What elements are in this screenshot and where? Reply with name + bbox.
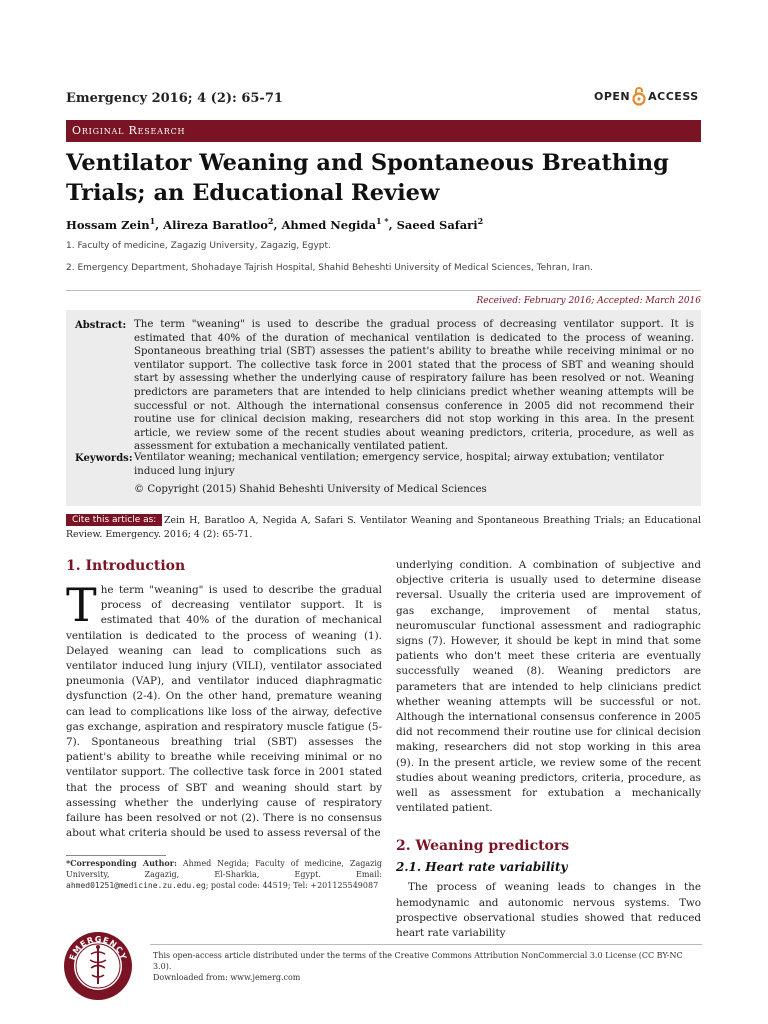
abstract-label: Abstract: xyxy=(75,320,127,331)
author-name: Hossam Zein xyxy=(66,217,150,232)
author-sup: 1 xyxy=(149,216,156,226)
footnote-text: Ahmed Negida; Faculty of medicine, Zagazig University, Zagazig, El-Sharkia, Egypt. Email: xyxy=(66,859,382,879)
seal-text: EMERGENCY xyxy=(67,934,129,962)
author-name: Ahmed Negida xyxy=(281,217,377,232)
author-list: Hossam Zein$^1$, Alireza Baratloo$^2$, Ahmed Negida$^{1 *}$, Saeed Safari$^2$ xyxy=(66,216,484,232)
copyright: © Copyright (2015) Shahid Beheshti University of Medical Sciences xyxy=(134,484,487,495)
author-sup: 2 xyxy=(477,216,484,226)
license xyxy=(153,950,703,983)
open-access-icon xyxy=(632,86,646,106)
hr-paragraph: The process of weaning leads to changes in the hemodynamic and autonomic nervous systems. Two prospective observational studies showed that reduced heart rate variability xyxy=(396,881,701,940)
footnote-divider xyxy=(66,855,166,856)
license-divider xyxy=(150,944,702,945)
open-access-left: OPEN xyxy=(594,89,631,103)
keywords-label: Keywords: xyxy=(75,453,133,464)
drop-cap: T xyxy=(66,578,97,632)
received-dates: Received: February 2016; Accepted: March 2016 xyxy=(476,296,701,306)
seal-icon xyxy=(62,930,134,1002)
open-access-logo xyxy=(594,86,699,106)
left-column xyxy=(66,558,382,841)
abstract-text: The term "weaning" is used to describe the gradual process of decreasing ventilator support. It is estimated that 40% of the duration of mechanical ventilation is dedicated to the process of weaning. Spontaneous breathing trial (SBT) assesses the patient's ability to breathe while receiving minimal or no ventilator support. The collective task force in 2001 stated that the process of SBT and weaning should start by assessing whether the underlying cause of respiratory failure has been resolved or not. Weaning predictors are parameters that are intended to help clinicians predict whether weaning attempts will be successful or not. Although the international consensus conference in 2005 did not recommend their routine use for clinical decision making, researchers did not stop working in this area. In the present article, we review some of the recent studies about weaning predictors, criteria, procedure, as well as assessment for extubation a mechanically ventilated patient. xyxy=(134,319,694,453)
cite-label: Cite this article as: xyxy=(66,514,162,526)
footnote-label: *Corresponding Author: xyxy=(66,858,177,868)
keywords-text: Ventilator weaning; mechanical ventilation; emergency service, hospital; airway extubation; ventilator induced lung injury xyxy=(134,452,664,477)
divider xyxy=(66,290,701,291)
intro-text: he term "weaning" is used to describe the gradual process of decreasing ventilator support. It is estimated that 40% of the duration of mechanical ventilation is dedicated to the process of weaning (1). Delayed weaning can lead to complications such as ventilator induced lung injury (VILI), ventilator associated pneumonia (VAP), and ventilator induced diaphragmatic dysfunction (2-4). On the other hand, premature weaning can lead to complications like loss of the airway, defective gas exchange, aspiration and respiratory muscle fatigue (5-7). Spontaneous breathing trial (SBT) assesses the patient's ability to breathe while receiving minimal or no ventilator support. The collective task force in 2001 stated that the process of SBT and weaning should start by assessing whether the underlying cause of respiratory failure has been resolved or not (2). There is no consensus about what criteria should be used to assess reversal of the xyxy=(66,584,382,840)
license-line1: This open-access article distributed under the terms of the Creative Commons Attribution NonCommercial 3.0 License (CC BY-NC 3.0). xyxy=(153,951,683,971)
right-paragraph: underlying condition. A combination of subjective and objective criteria is usually used to determine disease reversal. Usually the criteria used are improvement of gas exchange, improvement of mental status, neuromuscular functional assessment and radiographic signs (7). However, it should be kept in mind that some patients who don't meet these criteria are eventually successfully weaned (8). Weaning predictors are parameters that are intended to help clinicians predict whether weaning attempts will be successful or not. Although the international consensus conference in 2005 did not recommend their routine use for clinical decision making, researchers did not stop working in this area (9). In the present article, we review some of the recent studies about weaning predictors, criteria, procedure, as well as assessment for extubation a mechanically ventilated patient. xyxy=(396,559,701,815)
article-type-banner: Original Research xyxy=(66,120,701,142)
intro-paragraph xyxy=(66,578,382,841)
footnote xyxy=(66,858,382,891)
hr-subheading: 2.1. Heart rate variability xyxy=(396,860,568,875)
footnote-tail: ; postal code: 44519; Tel: +201125549087 xyxy=(205,881,379,890)
weaning-heading: 2. Weaning predictors xyxy=(396,838,570,855)
journal-seal xyxy=(62,930,134,1006)
open-access-right: ACCESS xyxy=(648,89,699,103)
author-name: Alireza Baratloo xyxy=(163,217,268,232)
author-sup: 2 xyxy=(267,216,274,226)
affiliation-2: 2. Emergency Department, Shohadaye Tajrish Hospital, Shahid Beheshti University of Medical Sciences, Tehran, Iran. xyxy=(66,263,593,273)
author-name: Saeed Safari xyxy=(396,217,478,232)
author-sup: 1 * xyxy=(376,216,389,226)
license-line2[interactable]: Downloaded from: www.jemerg.com xyxy=(153,973,301,982)
affiliation-1: 1. Faculty of medicine, Zagazig University, Zagazig, Egypt. xyxy=(66,241,331,251)
paper-title: Ventilator Weaning and Spontaneous Breathing Trials; an Educational Review xyxy=(66,150,669,206)
footnote-email[interactable]: ahmed01251@medicine.zu.edu.eg xyxy=(66,881,206,890)
cite-text: Zein H, Baratloo A, Negida A, Safari S. Ventilator Weaning and Spontaneous Breathing Trials; an Educational Review. Emergency. 2016; 4 (2): 65-71. xyxy=(66,515,701,540)
right-column xyxy=(396,558,701,941)
intro-heading: 1. Introduction xyxy=(66,558,186,574)
journal-citation: Emergency 2016; 4 (2): 65-71 xyxy=(66,91,283,106)
